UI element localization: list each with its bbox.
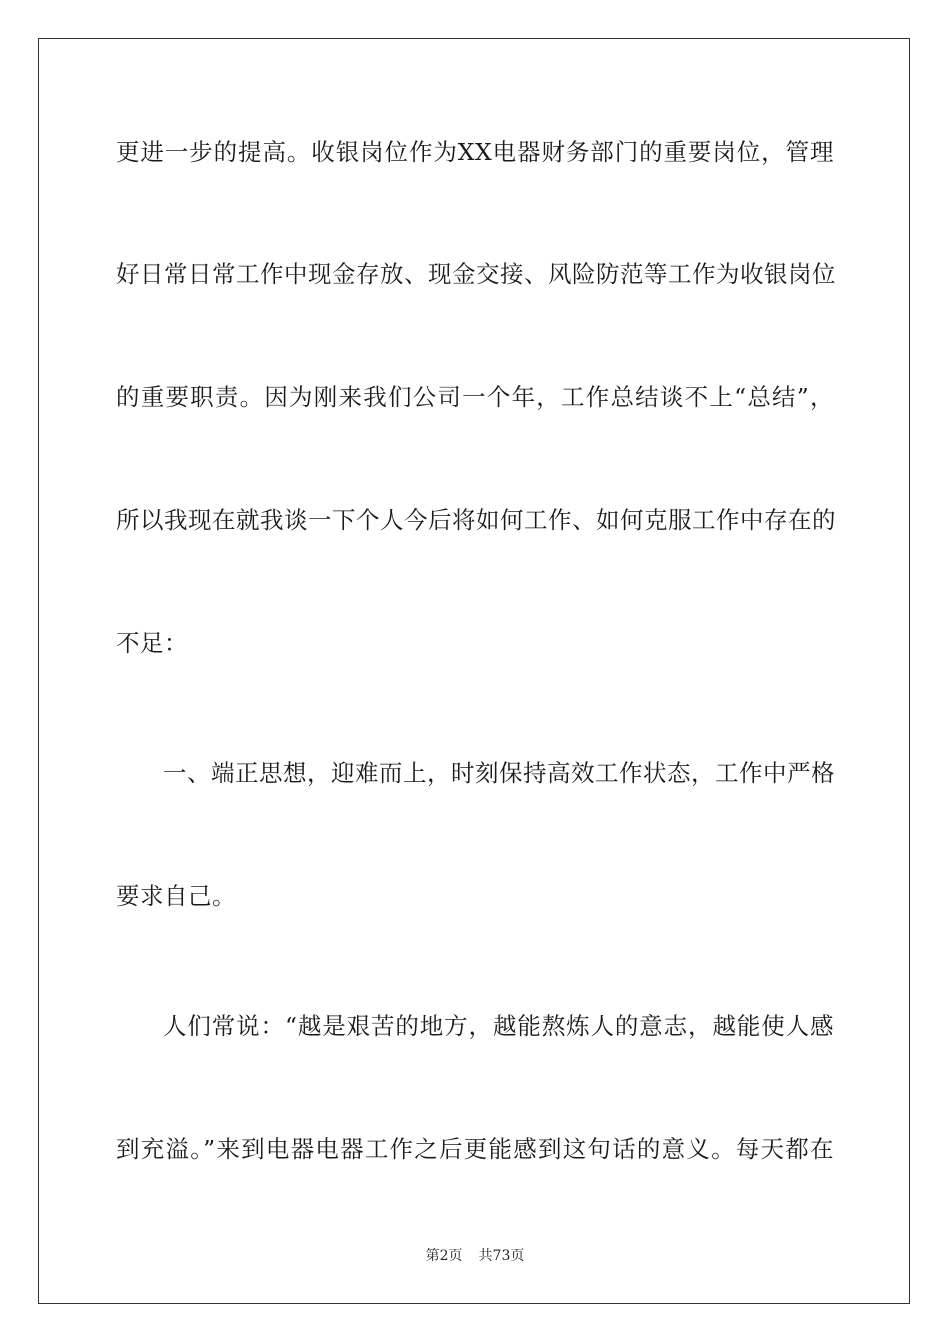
section-heading-line-2: 要求自己。	[116, 882, 236, 910]
body-text-line-4: 所以我现在就我谈一下个人今后将如何工作、如何克服工作中存在的	[116, 506, 836, 534]
body-text-line-5: 不足：	[116, 629, 188, 657]
body-text-line-1: 更进一步的提高。收银岗位作为XX电器财务部门的重要岗位，管理	[116, 138, 834, 166]
body-text-line-7: 到充溢。”来到电器电器工作之后更能感到这句话的意义。每天都在	[116, 1135, 834, 1163]
body-text-line-2: 好日常日常工作中现金存放、现金交接、风险防范等工作为收银岗位	[116, 260, 836, 288]
body-text-line-3: 的重要职责。因为刚来我们公司一个年，工作总结谈不上“总结”，	[116, 383, 834, 411]
section-heading-line-1: 一、端正思想，迎难而上，时刻保持高效工作状态，工作中严格	[163, 759, 835, 787]
page-border	[38, 38, 910, 1304]
page-number: 第2页	[425, 1248, 463, 1264]
page-total: 共73页	[478, 1248, 525, 1264]
page-footer	[0, 1246, 950, 1266]
body-text-line-6: 人们常说：“越是艰苦的地方，越能熬炼人的意志，越能使人感	[163, 1012, 834, 1040]
